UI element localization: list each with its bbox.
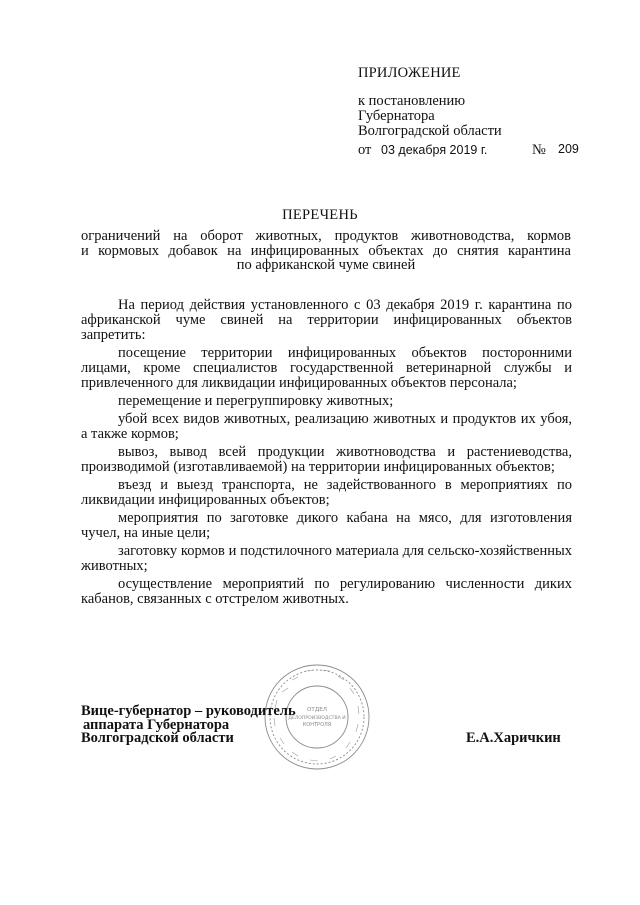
intro-paragraph: На период действия установленного с 03 декабря 2019 г. карантина по африканской чуме свиней на территории инфицированных объектов запретить: — [81, 297, 572, 343]
restriction-item: перемещение и перегруппировку животных; — [118, 393, 394, 409]
decree-date: 03 декабря 2019 г. — [381, 143, 488, 157]
appendix-heading: ПРИЛОЖЕНИЕ — [358, 65, 461, 81]
appendix-line: к постановлению — [358, 93, 466, 109]
document-subtitle — [81, 229, 571, 273]
restriction-item: убой всех видов животных, реализацию животных и продуктов их убоя, а также кормов; — [81, 411, 572, 442]
position-line: Волгоградской области — [81, 730, 234, 746]
position-line: Вице-губернатор – руководитель — [81, 703, 296, 719]
document-body — [81, 298, 572, 610]
document-title: ПЕРЕЧЕНЬ — [282, 207, 358, 223]
number-sign: № — [532, 142, 546, 158]
decree-number: 209 — [558, 142, 579, 156]
appendix-line: Волгоградской области — [358, 123, 502, 139]
restriction-item: мероприятия по заготовке дикого кабана на мясо, для изготовления чучел, на иные цели; — [81, 510, 572, 541]
signatory-name: Е.А.Харичкин — [466, 730, 561, 746]
restriction-item: осуществление мероприятий по регулированию численности диких кабанов, связанных с отстрелом животных. — [81, 576, 572, 607]
appendix-block — [358, 66, 502, 139]
appendix-line: Губернатора — [358, 108, 435, 124]
subtitle-line: ограничений на оборот животных, продуктов животноводства, кормов — [81, 228, 571, 244]
date-prefix: от — [358, 142, 372, 158]
stamp-text: ДЕЛОПРОИЗВОДСТВА И — [288, 716, 346, 721]
restriction-item: въезд и выезд транспорта, не задействованного в мероприятиях по ликвидации инфицированных объектов; — [81, 477, 572, 508]
restriction-item: вывоз, вывод всей продукции животноводства и растениеводства, производимой (изготавливаемой) на территории инфицированных объектов; — [81, 444, 572, 475]
position-line: аппарата Губернатора — [83, 716, 230, 733]
stamp-text: ОТДЕЛ — [307, 707, 327, 713]
stamp-text: КОНТРОЛЯ — [302, 722, 332, 728]
subtitle-line: по африканской чуме свиней — [236, 257, 416, 273]
restriction-item: посещение территории инфицированных объектов посторонними лицами, кроме специалистов государственной ветеринарной службы и привлеченного для ликвидации инфицированных объектов персонала; — [81, 345, 572, 391]
restriction-item: заготовку кормов и подстилочного материала для сельско-хозяйственных животных; — [81, 543, 572, 574]
signatory-position — [81, 705, 296, 746]
subtitle-line: и кормовых добавок на инфицированных объектах до снятия карантина — [81, 242, 571, 259]
decree-date-line — [358, 142, 579, 159]
